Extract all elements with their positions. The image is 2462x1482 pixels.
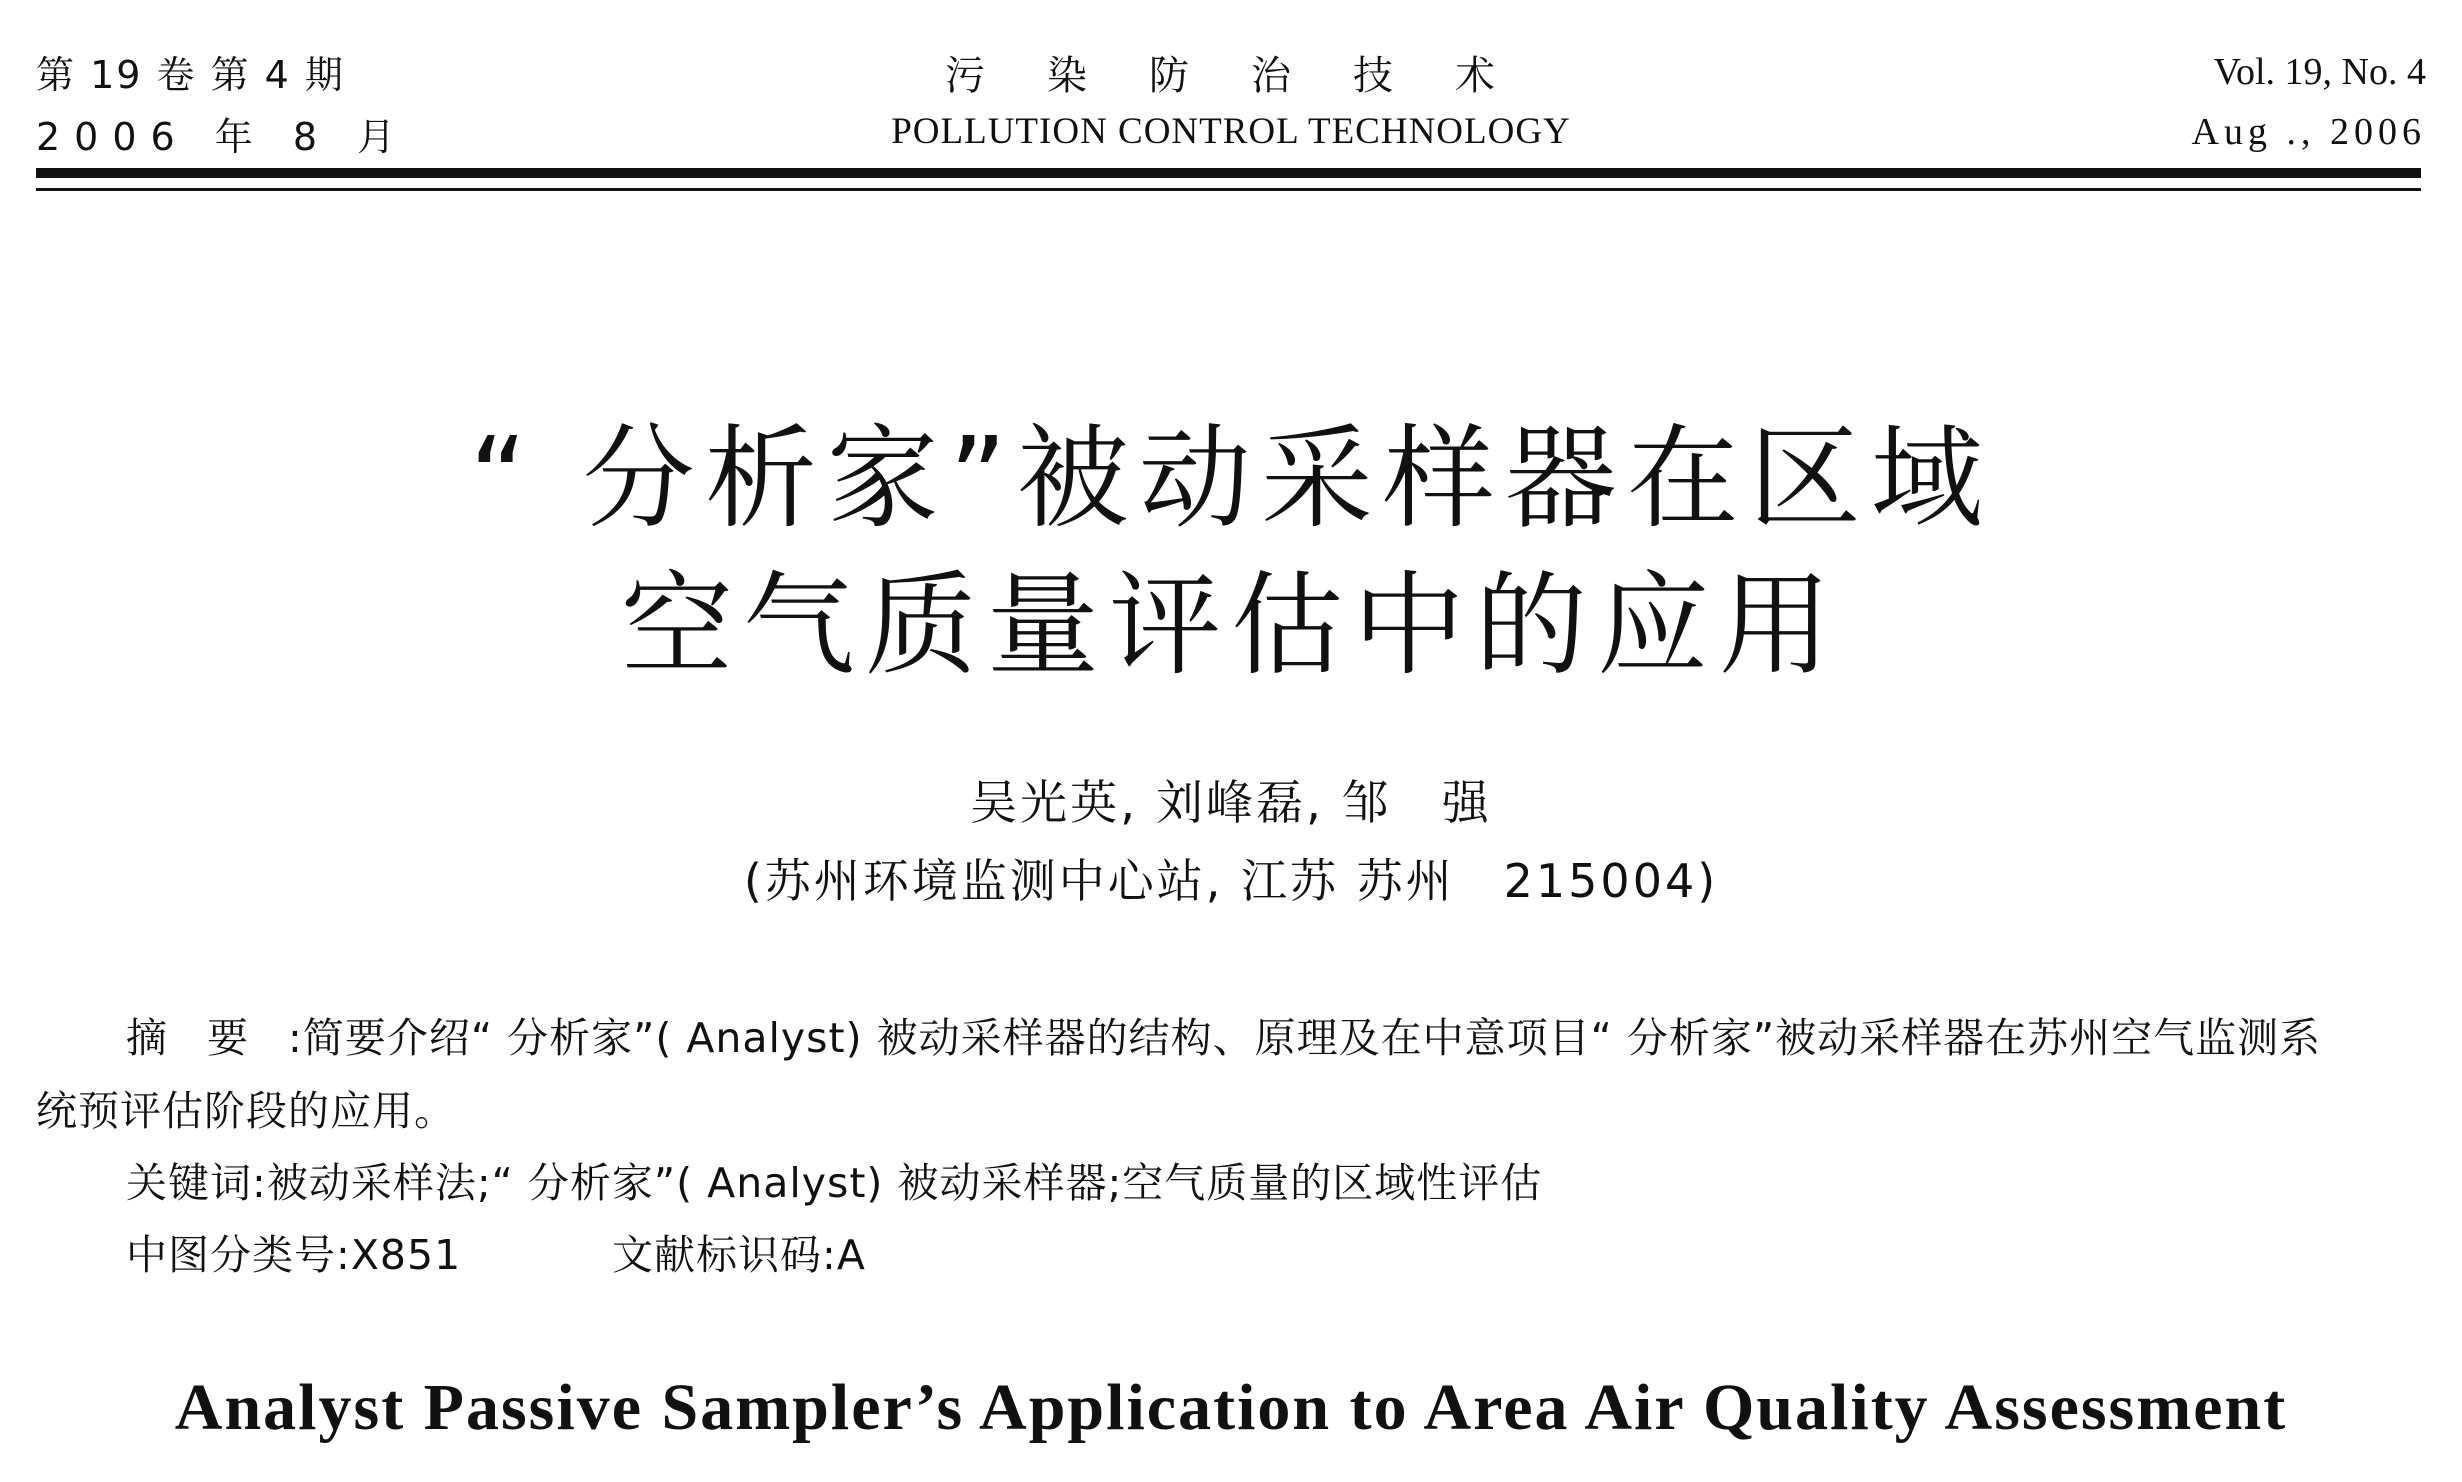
abstract-line-2: 统预评估阶段的应用。 (36, 1087, 456, 1135)
journal-name-en: POLLUTION CONTROL TECHNOLOGY (891, 111, 1571, 152)
journal-name-cn: 污染防治技术 (945, 53, 1557, 99)
author-list: 吴光英, 刘峰磊, 邹 强 (970, 776, 1492, 831)
author-affiliation: (苏州环境监测中心站, 江苏 苏州 215004) (743, 854, 1719, 908)
keywords-label: 关键词 (126, 1159, 252, 1207)
classification-value: :X851 (336, 1231, 462, 1279)
paper-title-line-1: “ 分析家”被动采样器在区域 (469, 414, 1993, 544)
document-code-label: 文献标识码 (612, 1231, 822, 1279)
classification-label: 中图分类号 (126, 1231, 336, 1279)
classification-line (126, 1222, 461, 1281)
document-code-line (612, 1222, 866, 1281)
issue-date-en: Aug ., 2006 (2191, 111, 2426, 153)
volume-issue-en: Vol. 19, No. 4 (2213, 51, 2426, 93)
volume-issue-cn: 第 19 卷 第 4 期 (36, 53, 345, 97)
abstract-label: 摘要 (126, 1014, 288, 1062)
keywords-line (126, 1150, 1542, 1209)
abstract-text-1: :简要介绍“ 分析家”( Analyst) 被动采样器的结构、原理及在中意项目“ 分析家”被动采样器在苏州空气监测系 (288, 1014, 2322, 1062)
english-title: Analyst Passive Sampler’s Application to Area Air Quality Assessment (174, 1371, 2288, 1444)
paper-title-line-2: 空气质量评估中的应用 (621, 561, 1841, 691)
abstract-line-1 (126, 1005, 2321, 1064)
keywords-text: :被动采样法;“ 分析家”( Analyst) 被动采样器;空气质量的区域性评估 (252, 1159, 1543, 1207)
issue-date-cn: 2006 年 8 月 (36, 115, 410, 159)
document-code-value: :A (822, 1231, 866, 1279)
header-rule-thick (36, 168, 2421, 178)
header-rule-thin (36, 188, 2421, 191)
